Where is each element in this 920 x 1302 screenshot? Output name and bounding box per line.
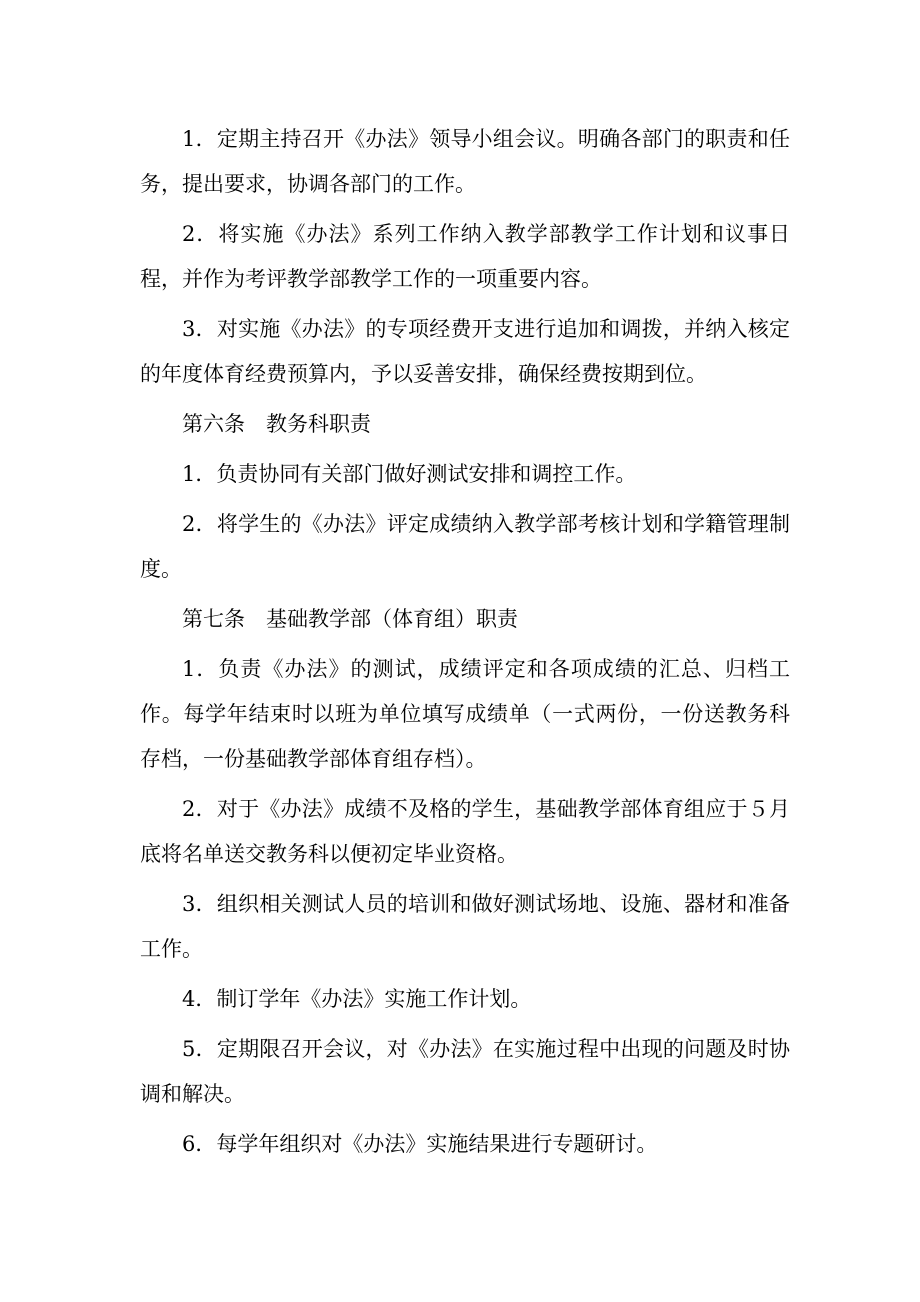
paragraph-duty-2-work-plan: 2．将实施《办法》系列工作纳入教学部教学工作计划和议事日程，并作为考评教学部教学工作的一项重要内容。 (140, 222, 790, 291)
heading-article-6: 第六条 教务科职责 (182, 412, 371, 436)
paragraph-article-7-item-5: 5．定期限召开会议，对《办法》在实施过程中出现的问题及时协调和解决。 (140, 1037, 790, 1106)
paragraph-article-7-item-1: 1．负责《办法》的测试，成绩评定和各项成绩的汇总、归档工作。每学年结束时以班为单位填写成绩单（一式两份，一份送教务科存档，一份基础教学部体育组存档）。 (140, 657, 790, 771)
document-body (140, 117, 790, 1172)
paragraph-article-7-item-4: 4．制订学年《办法》实施工作计划。 (182, 987, 532, 1011)
paragraph-article-6-item-1: 1．负责协同有关部门做好测试安排和调控工作。 (182, 462, 637, 486)
paragraph-article-7-item-3: 3．组织相关测试人员的培训和做好测试场地、设施、器材和准备工作。 (140, 892, 790, 961)
heading-article-7: 第七条 基础教学部（体育组）职责 (182, 607, 518, 631)
paragraph-duty-1-meetings: 1．定期主持召开《办法》领导小组会议。明确各部门的职责和任务，提出要求，协调各部门的工作。 (140, 127, 790, 196)
paragraph-duty-3-funding: 3．对实施《办法》的专项经费开支进行追加和调拨，并纳入核定的年度体育经费预算内，予以妥善安排，确保经费按期到位。 (140, 317, 790, 386)
paragraph-article-7-item-6: 6．每学年组织对《办法》实施结果进行专题研讨。 (182, 1132, 658, 1156)
paragraph-article-6-item-2: 2．将学生的《办法》评定成绩纳入教学部考核计划和学籍管理制度。 (140, 512, 790, 581)
paragraph-article-7-item-2: 2．对于《办法》成绩不及格的学生，基础教学部体育组应于５月底将名单送交教务科以便初定毕业资格。 (140, 797, 790, 866)
